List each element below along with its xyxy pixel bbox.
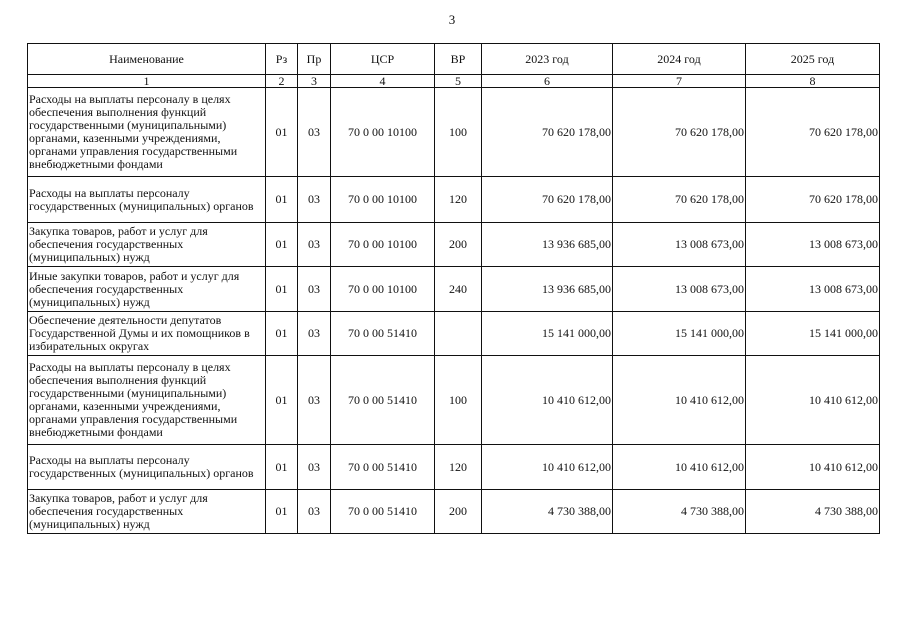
row-csr: 70 0 00 10100 [331, 223, 435, 267]
row-2025: 13 008 673,00 [746, 267, 880, 312]
row-2025: 15 141 000,00 [746, 312, 880, 356]
row-2024: 4 730 388,00 [613, 490, 746, 534]
row-vr: 120 [435, 445, 482, 490]
column-number: 7 [613, 75, 746, 88]
row-2025: 10 410 612,00 [746, 445, 880, 490]
row-rz: 01 [266, 312, 298, 356]
row-2024: 70 620 178,00 [613, 88, 746, 177]
row-2023: 70 620 178,00 [482, 88, 613, 177]
row-pr: 03 [298, 88, 331, 177]
header-2024: 2024 год [613, 44, 746, 75]
header-2025: 2025 год [746, 44, 880, 75]
row-2025: 70 620 178,00 [746, 88, 880, 177]
row-2024: 10 410 612,00 [613, 356, 746, 445]
table-row [28, 267, 880, 312]
row-2024: 13 008 673,00 [613, 223, 746, 267]
row-pr: 03 [298, 312, 331, 356]
row-2025: 4 730 388,00 [746, 490, 880, 534]
row-vr [435, 312, 482, 356]
row-pr: 03 [298, 445, 331, 490]
table-row [28, 177, 880, 223]
row-name: Расходы на выплаты персоналу государственных (муниципальных) органов [28, 177, 266, 223]
row-rz: 01 [266, 177, 298, 223]
header-rz: Рз [266, 44, 298, 75]
column-number: 6 [482, 75, 613, 88]
column-number: 5 [435, 75, 482, 88]
row-name: Иные закупки товаров, работ и услуг для обеспечения государственных (муниципальных) нужд [28, 267, 266, 312]
row-2023: 13 936 685,00 [482, 267, 613, 312]
budget-table [27, 43, 880, 534]
row-pr: 03 [298, 177, 331, 223]
row-2025: 13 008 673,00 [746, 223, 880, 267]
row-vr: 200 [435, 490, 482, 534]
column-number: 8 [746, 75, 880, 88]
row-csr: 70 0 00 51410 [331, 490, 435, 534]
row-2023: 4 730 388,00 [482, 490, 613, 534]
row-2024: 10 410 612,00 [613, 445, 746, 490]
header-vr: ВР [435, 44, 482, 75]
row-vr: 120 [435, 177, 482, 223]
header-2023: 2023 год [482, 44, 613, 75]
row-vr: 100 [435, 88, 482, 177]
row-2024: 13 008 673,00 [613, 267, 746, 312]
row-pr: 03 [298, 267, 331, 312]
row-csr: 70 0 00 51410 [331, 356, 435, 445]
row-pr: 03 [298, 356, 331, 445]
row-vr: 200 [435, 223, 482, 267]
row-rz: 01 [266, 356, 298, 445]
page-number: 3 [448, 12, 456, 27]
row-2024: 70 620 178,00 [613, 177, 746, 223]
row-2023: 10 410 612,00 [482, 356, 613, 445]
row-name: Расходы на выплаты персоналу в целях обеспечения выполнения функций государственными (муниципальными) органами, казенными учреждениями, органами управления государственными внебюджетными фондами [28, 356, 266, 445]
table-row [28, 223, 880, 267]
row-rz: 01 [266, 88, 298, 177]
row-rz: 01 [266, 490, 298, 534]
row-rz: 01 [266, 445, 298, 490]
column-number: 3 [298, 75, 331, 88]
row-name: Закупка товаров, работ и услуг для обеспечения государственных (муниципальных) нужд [28, 490, 266, 534]
row-csr: 70 0 00 10100 [331, 88, 435, 177]
row-2023: 70 620 178,00 [482, 177, 613, 223]
column-number: 2 [266, 75, 298, 88]
column-number: 1 [28, 75, 266, 88]
row-name: Расходы на выплаты персоналу государственных (муниципальных) органов [28, 445, 266, 490]
row-rz: 01 [266, 267, 298, 312]
header-csr: ЦСР [331, 44, 435, 75]
row-csr: 70 0 00 10100 [331, 177, 435, 223]
row-rz: 01 [266, 223, 298, 267]
header-name: Наименование [28, 44, 266, 75]
row-vr: 100 [435, 356, 482, 445]
row-pr: 03 [298, 490, 331, 534]
row-2024: 15 141 000,00 [613, 312, 746, 356]
row-csr: 70 0 00 51410 [331, 445, 435, 490]
column-number-row [28, 75, 880, 88]
row-pr: 03 [298, 223, 331, 267]
table-row [28, 490, 880, 534]
row-2023: 10 410 612,00 [482, 445, 613, 490]
table-row [28, 445, 880, 490]
table-row [28, 356, 880, 445]
row-2025: 10 410 612,00 [746, 356, 880, 445]
row-csr: 70 0 00 51410 [331, 312, 435, 356]
row-name: Обеспечение деятельности депутатов Государственной Думы и их помощников в избирательных округах [28, 312, 266, 356]
row-2025: 70 620 178,00 [746, 177, 880, 223]
row-vr: 240 [435, 267, 482, 312]
table-row [28, 88, 880, 177]
row-2023: 13 936 685,00 [482, 223, 613, 267]
table-row [28, 312, 880, 356]
header-row [28, 44, 880, 75]
header-pr: Пр [298, 44, 331, 75]
row-name: Закупка товаров, работ и услуг для обеспечения государственных (муниципальных) нужд [28, 223, 266, 267]
row-2023: 15 141 000,00 [482, 312, 613, 356]
row-csr: 70 0 00 10100 [331, 267, 435, 312]
row-name: Расходы на выплаты персоналу в целях обеспечения выполнения функций государственными (муниципальными) органами, казенными учреждениями, органами управления государственными внебюджетными фондами [28, 88, 266, 177]
column-number: 4 [331, 75, 435, 88]
